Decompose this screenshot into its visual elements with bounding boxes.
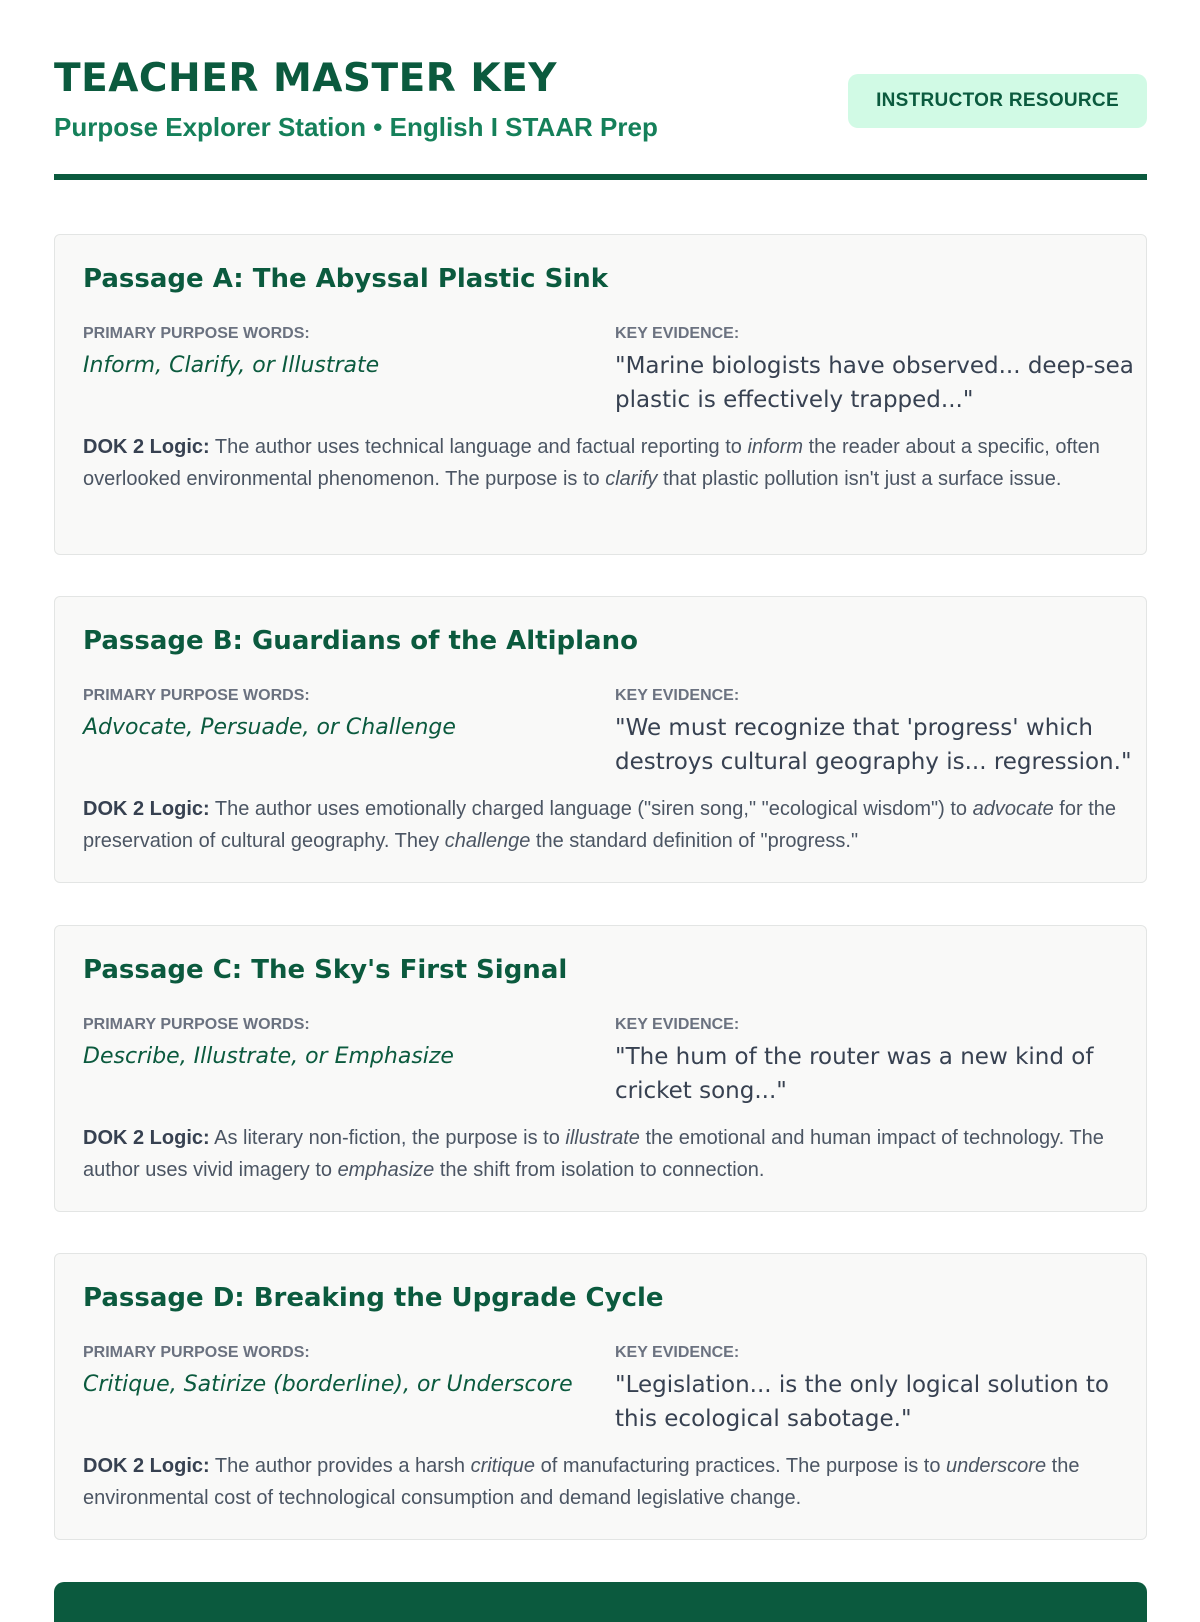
logic-run: As literary non-fiction, the purpose is to — [214, 1127, 566, 1149]
logic-emphasis: illustrate — [565, 1127, 640, 1149]
logic-emphasis: inform — [747, 436, 804, 458]
dok-logic — [83, 1450, 1123, 1514]
logic-emphasis: clarify — [605, 468, 658, 490]
purpose-words-label: PRIMARY PURPOSE WORDS: — [83, 1016, 310, 1033]
key-evidence-label: KEY EVIDENCE: — [615, 325, 740, 342]
passage-title: Passage A: The Abyssal Plastic Sink — [83, 264, 609, 294]
logic-emphasis: critique — [470, 1455, 536, 1477]
master-key-page — [54, 0, 1147, 1509]
logic-run: The author provides a harsh — [214, 1455, 471, 1477]
dok-logic — [83, 1122, 1123, 1186]
key-evidence: "We must recognize that 'progress' which destroys cultural geography is... regression." — [615, 715, 1132, 775]
dok-logic — [83, 431, 1123, 495]
purpose-words: Advocate, Persuade, or Challenge — [83, 715, 456, 740]
purpose-words-label: PRIMARY PURPOSE WORDS: — [83, 325, 310, 342]
dok-logic-label: DOK 2 Logic: — [83, 1455, 210, 1477]
passage-card-a — [54, 234, 1147, 555]
key-evidence: "Legislation... is the only logical solution to this ecological sabotage." — [615, 1372, 1109, 1432]
purpose-words-label: PRIMARY PURPOSE WORDS: — [83, 1344, 310, 1361]
logic-run: The author uses technical language and factual reporting to — [214, 436, 748, 458]
logic-run: for the preservation of cultural geography. They — [83, 798, 1117, 852]
dok-logic-label: DOK 2 Logic: — [83, 1127, 210, 1149]
passage-card-c — [54, 925, 1147, 1212]
logic-run: of manufacturing practices. The purpose is to — [535, 1455, 947, 1477]
key-evidence: "Marine biologists have observed... deep-sea plastic is effectively trapped..." — [615, 353, 1134, 413]
passage-title: Passage C: The Sky's First Signal — [83, 955, 568, 985]
key-evidence-label: KEY EVIDENCE: — [615, 687, 740, 704]
logic-run: the environmental cost of technological consumption and demand legislative change. — [83, 1455, 1080, 1509]
dok-logic — [83, 793, 1123, 857]
dok-logic-text — [83, 436, 1100, 490]
logic-run: The author uses emotionally charged language ("siren song," "ecological wisdom") to — [214, 798, 973, 820]
purpose-words: Inform, Clarify, or Illustrate — [83, 353, 380, 378]
logic-run: the standard definition of "progress." — [530, 830, 859, 852]
logic-run: the shift from isolation to connection. — [434, 1159, 765, 1181]
passage-card-d — [54, 1253, 1147, 1540]
page-header — [54, 0, 1147, 180]
dok-logic-label: DOK 2 Logic: — [83, 798, 210, 820]
logic-emphasis: emphasize — [337, 1159, 435, 1181]
dok-logic-label: DOK 2 Logic: — [83, 436, 210, 458]
key-evidence: "The hum of the router was a new kind of cricket song..." — [615, 1044, 1094, 1104]
purpose-words: Describe, Illustrate, or Emphasize — [83, 1044, 454, 1069]
key-evidence-label: KEY EVIDENCE: — [615, 1344, 740, 1361]
resource-badge: INSTRUCTOR RESOURCE — [848, 74, 1147, 128]
logic-run: the emotional and human impact of technology. The author uses vivid imagery to — [83, 1127, 1104, 1181]
purpose-words-label: PRIMARY PURPOSE WORDS: — [83, 687, 310, 704]
passage-title: Passage D: Breaking the Upgrade Cycle — [83, 1283, 664, 1313]
logic-run: that plastic pollution isn't just a surface issue. — [657, 468, 1062, 490]
footer-bar — [54, 1582, 1147, 1622]
page-title: TEACHER MASTER KEY — [54, 56, 557, 101]
logic-emphasis: advocate — [972, 798, 1054, 820]
purpose-words: Critique, Satirize (borderline), or Underscore — [83, 1372, 573, 1397]
page-subtitle: Purpose Explorer Station • English I STAAR Prep — [54, 112, 658, 142]
passage-title: Passage B: Guardians of the Altiplano — [83, 626, 638, 656]
logic-emphasis: underscore — [946, 1455, 1047, 1477]
dok-logic-text — [83, 1455, 1079, 1509]
dok-logic-text — [83, 1127, 1104, 1181]
logic-run: the reader about a specific, often overlooked environmental phenomenon. The purpose is to — [83, 436, 1100, 490]
dok-logic-text — [83, 798, 1116, 852]
key-evidence-label: KEY EVIDENCE: — [615, 1016, 740, 1033]
logic-emphasis: challenge — [444, 830, 531, 852]
passage-card-b — [54, 596, 1147, 883]
